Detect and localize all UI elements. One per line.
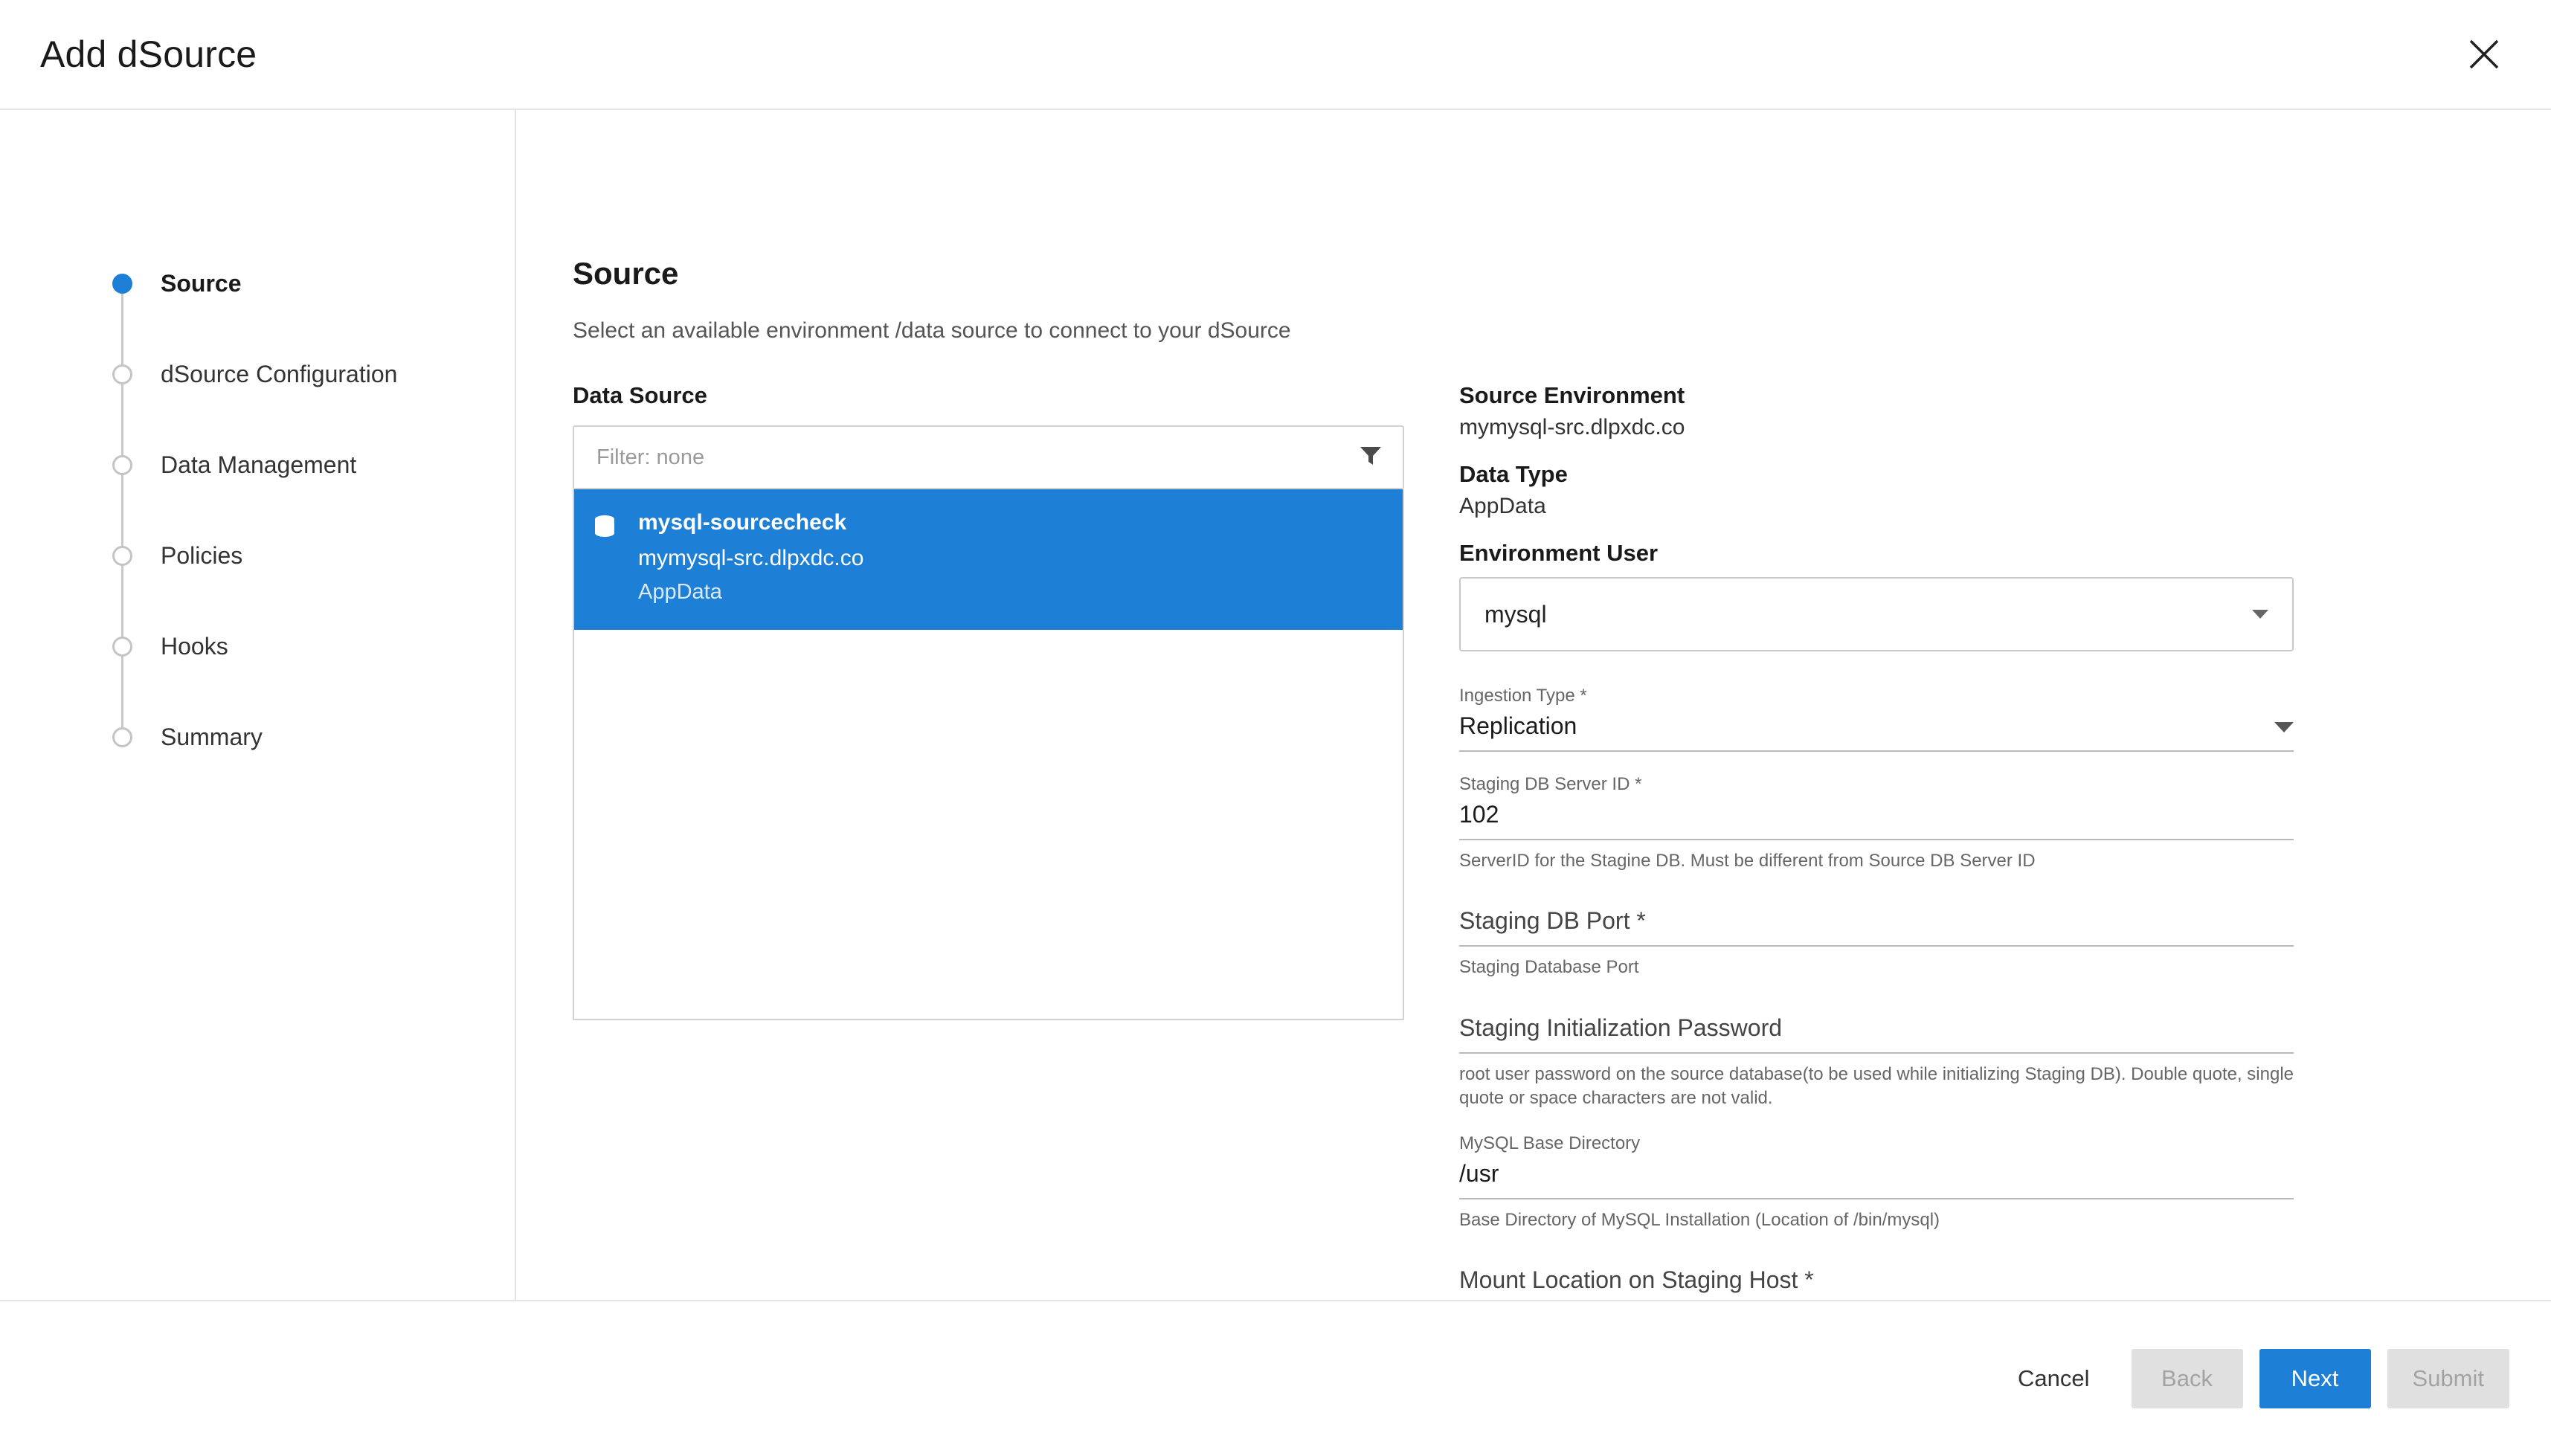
sidebar-item-source[interactable]	[0, 238, 515, 329]
step-connector	[121, 465, 123, 555]
ingestion-type-value: Replication	[1459, 712, 1577, 739]
staging-db-port-placeholder: Staging DB Port *	[1459, 907, 1646, 935]
source-step-content	[516, 110, 2551, 1300]
environment-user-select[interactable]	[1459, 577, 2294, 651]
staging-db-server-id-hint: ServerID for the Stagine DB. Must be different from Source DB Server ID	[1459, 851, 2036, 871]
submit-button: Submit	[2387, 1349, 2509, 1408]
wizard-stepper	[0, 110, 516, 1300]
search-input[interactable]	[595, 445, 1349, 471]
source-environment-label: Source Environment	[1459, 382, 1685, 408]
step-connector	[121, 555, 123, 646]
source-details-panel	[1459, 382, 2294, 1446]
chevron-down-icon	[2274, 722, 2294, 732]
dialog-footer	[0, 1300, 2551, 1456]
environment-user-label: Environment User	[1459, 540, 1659, 566]
sidebar-item-summary[interactable]	[0, 692, 515, 782]
data-type-label: Data Type	[1459, 461, 1568, 487]
step-dot-icon	[112, 455, 132, 475]
step-label: Hooks	[161, 632, 228, 660]
step-connector	[121, 646, 123, 737]
staging-initialization-password-hint: root user password on the source database(to be used while initializing Staging DB). Double quote, single quote or space characters are not valid.	[1459, 1063, 2294, 1109]
step-dot-icon	[112, 637, 132, 657]
mysql-base-directory-value: /usr	[1459, 1159, 1499, 1187]
ingestion-type-label: Ingestion Type *	[1459, 686, 1587, 706]
step-label: dSource Configuration	[161, 360, 398, 387]
section-subtitle: Select an available environment /data source to connect to your dSource	[573, 318, 1291, 343]
staging-db-server-id-label: Staging DB Server ID *	[1459, 774, 1642, 794]
list-item-environment: mymysql-src.dlpxdc.co	[638, 546, 864, 570]
step-dot-icon	[112, 364, 132, 384]
data-source-filter[interactable]	[573, 425, 1404, 489]
data-type-value: AppData	[1459, 494, 1546, 518]
source-environment-value: mymysql-src.dlpxdc.co	[1459, 415, 1685, 439]
staging-db-port-field[interactable]	[1459, 907, 2294, 947]
staging-db-server-id-field[interactable]	[1459, 774, 2294, 840]
page-title: Add dSource	[40, 33, 257, 75]
sidebar-item-policies[interactable]	[0, 510, 515, 601]
chevron-down-icon	[2252, 610, 2268, 619]
step-dot-icon	[112, 274, 132, 294]
staging-initialization-password-field[interactable]	[1459, 1014, 2294, 1054]
funnel-icon[interactable]	[1360, 445, 1382, 470]
back-button: Back	[2132, 1349, 2243, 1408]
data-type	[1459, 461, 2294, 519]
list-item-name: mysql-sourcecheck	[638, 510, 847, 535]
close-icon[interactable]	[2457, 28, 2511, 81]
dialog-header	[0, 0, 2551, 110]
step-label: Data Management	[161, 451, 357, 478]
mount-location-placeholder: Mount Location on Staging Host *	[1459, 1266, 1814, 1293]
next-button[interactable]: Next	[2259, 1349, 2371, 1408]
data-source-list[interactable]	[573, 489, 1404, 1020]
step-dot-icon	[112, 727, 132, 747]
sidebar-item-hooks[interactable]	[0, 601, 515, 692]
staging-db-port-hint: Staging Database Port	[1459, 957, 1639, 978]
section-title: Source	[573, 256, 679, 291]
mysql-base-directory-hint: Base Directory of MySQL Installation (Location of /bin/mysql)	[1459, 1209, 1940, 1230]
source-environment	[1459, 382, 2294, 440]
database-icon	[593, 510, 626, 605]
sidebar-item-dsource-configuration[interactable]	[0, 329, 515, 419]
list-item[interactable]	[574, 489, 1403, 630]
step-connector	[121, 374, 123, 465]
environment-user-value: mysql	[1484, 600, 1547, 628]
step-label: Policies	[161, 541, 243, 569]
sidebar-item-data-management[interactable]	[0, 419, 515, 510]
staging-db-server-id-value: 102	[1459, 801, 1499, 828]
mysql-base-directory-field[interactable]	[1459, 1133, 2294, 1199]
staging-initialization-password-placeholder: Staging Initialization Password	[1459, 1014, 1783, 1041]
step-label: Summary	[161, 723, 263, 750]
data-source-panel	[573, 382, 1404, 1446]
environment-user	[1459, 540, 2294, 651]
data-source-label: Data Source	[573, 382, 707, 408]
step-dot-icon	[112, 546, 132, 566]
step-label: Source	[161, 269, 242, 297]
ingestion-type-field[interactable]	[1459, 686, 2294, 752]
dialog-body	[0, 110, 2551, 1300]
cancel-button[interactable]: Cancel	[1992, 1349, 2115, 1408]
mysql-base-directory-label: MySQL Base Directory	[1459, 1133, 1641, 1153]
list-item-type: AppData	[638, 580, 722, 604]
step-connector	[121, 283, 123, 374]
